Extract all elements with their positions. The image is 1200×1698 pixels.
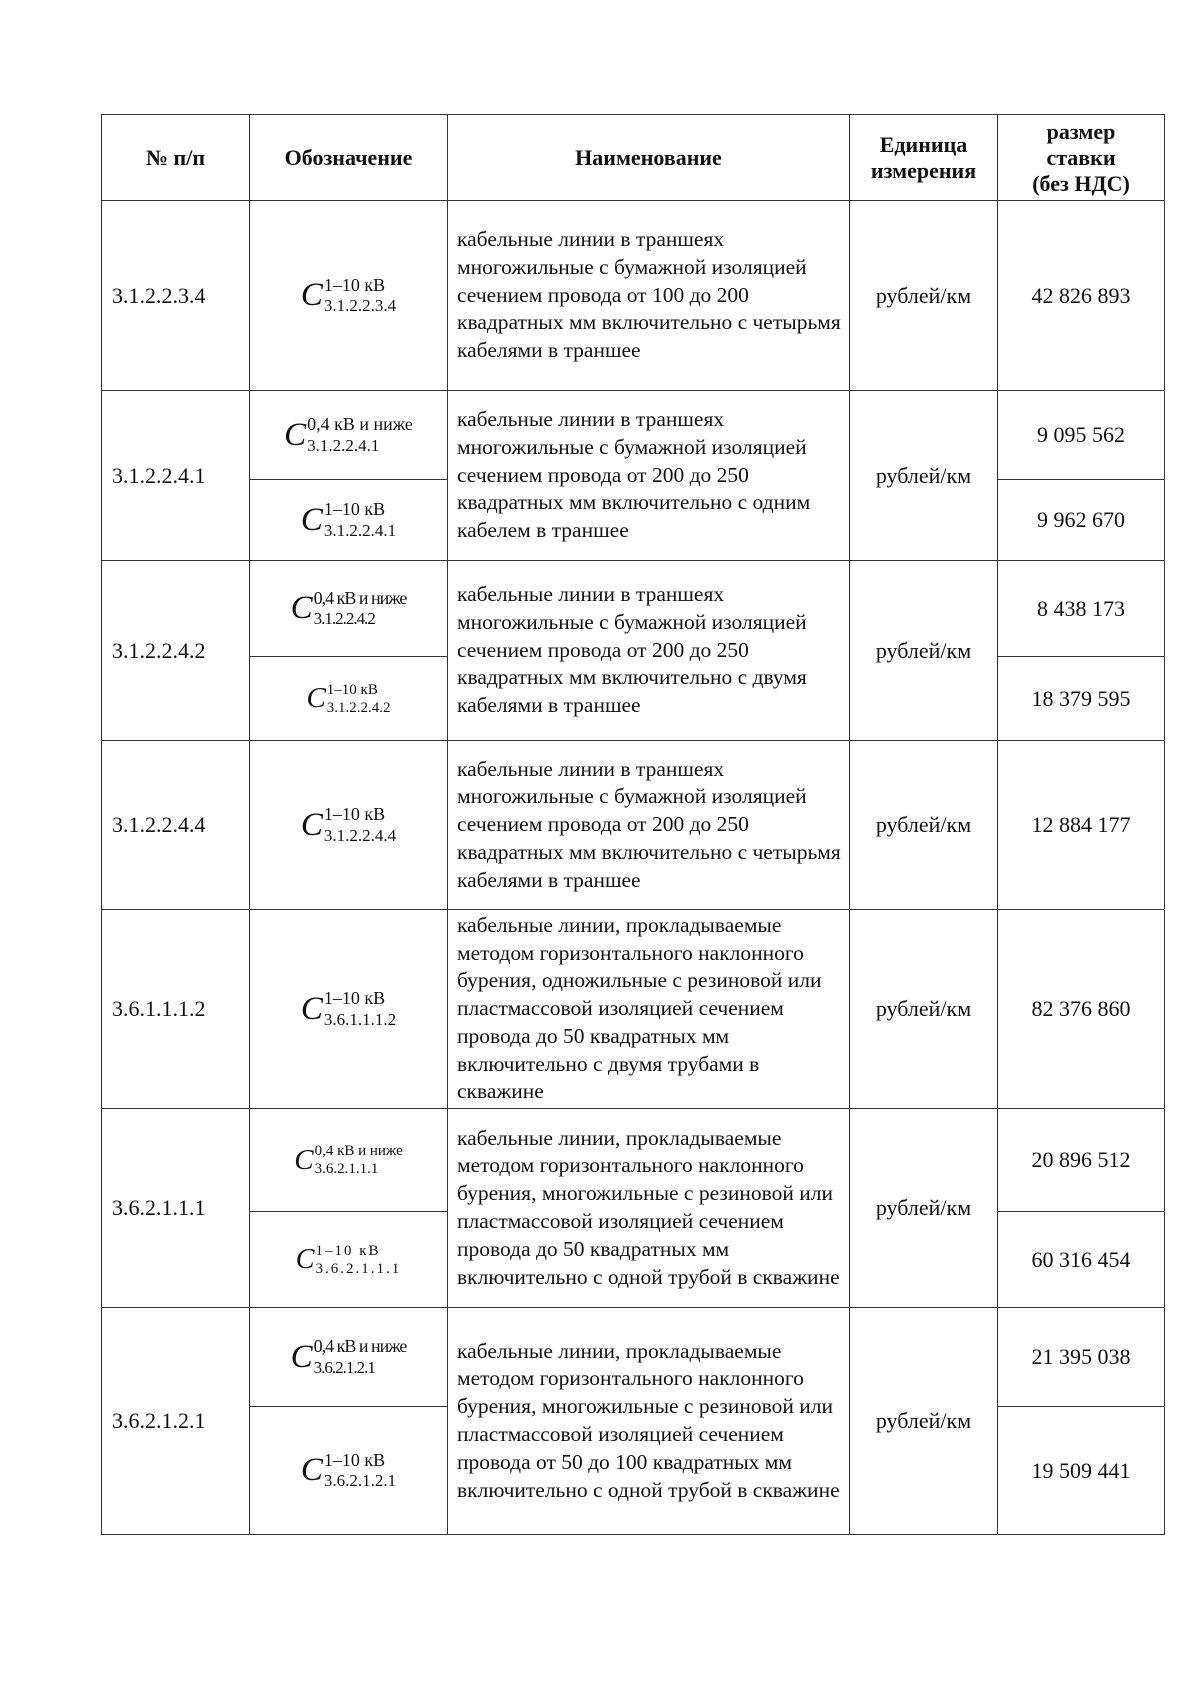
rate-symbol: [301, 499, 396, 541]
symbol-letter: C: [295, 1243, 315, 1275]
unit-cell: рублей/км: [850, 910, 998, 1109]
header-rate-line3: (без НДС): [1032, 170, 1130, 196]
unit-cell: рублей/км: [850, 741, 998, 910]
header-rate-line2: ставки: [1046, 144, 1116, 170]
table-row: [102, 741, 1165, 910]
designation-cell: [250, 561, 448, 657]
unit-cell: рублей/км: [850, 1109, 998, 1308]
symbol-index: 3.1.2.2.4.1: [307, 435, 380, 455]
symbol-letter: C: [306, 682, 326, 714]
designation-cell: [250, 657, 448, 741]
symbol-letter: C: [294, 1143, 314, 1176]
symbol-index: 3.6.2.1.1.1: [314, 1161, 379, 1177]
rate-symbol: [294, 1142, 403, 1178]
rate-value: 20 896 512: [998, 1109, 1165, 1212]
symbol-index: 3.1.2.2.4.1: [323, 520, 397, 540]
row-number: 3.6.2.1.2.1: [102, 1308, 250, 1535]
row-number: 3.1.2.2.4.4: [102, 741, 250, 910]
row-number: 3.1.2.2.3.4: [102, 201, 250, 391]
rates-table: [101, 114, 1165, 1535]
symbol-voltage: 0,4 кВ и ниже: [313, 587, 407, 608]
description-cell: кабельные линии в траншеях многожильные с бумажной изоляцией сечением провода от 200 до 250 квадратных мм включительно с двумя кабелями в траншее: [448, 561, 850, 741]
designation-cell: [250, 741, 448, 910]
symbol-index: 3.1.2.2.4.2: [313, 609, 375, 629]
symbol-index: 3.6.2.1.1.1: [315, 1260, 402, 1277]
symbol-voltage: 1–10 кВ: [323, 988, 386, 1008]
rate-value: 19 509 441: [998, 1407, 1165, 1535]
row-number: 3.6.2.1.1.1: [102, 1109, 250, 1308]
unit-cell: рублей/км: [850, 1308, 998, 1535]
symbol-voltage: 1–10 кВ: [323, 804, 386, 824]
rate-symbol: [301, 804, 396, 846]
rate-value: 9 962 670: [998, 480, 1165, 561]
rate-symbol: [291, 588, 407, 630]
table-row: [102, 561, 1165, 657]
unit-cell: рублей/км: [850, 201, 998, 391]
header-name: Наименование: [448, 115, 850, 201]
table-row: [102, 910, 1165, 1109]
rate-value: 21 395 038: [998, 1308, 1165, 1407]
symbol-letter: C: [300, 501, 323, 538]
header-unit: [850, 115, 998, 201]
rate-symbol: [284, 414, 413, 456]
rate-symbol: [291, 1336, 407, 1378]
table-row: [102, 1308, 1165, 1407]
designation-cell: [250, 201, 448, 391]
designation-cell: [250, 1109, 448, 1212]
symbol-letter: C: [300, 277, 323, 313]
rate-value: 8 438 173: [998, 561, 1165, 657]
symbol-letter: C: [290, 590, 313, 626]
designation-cell: [250, 910, 448, 1109]
designation-cell: [250, 1212, 448, 1308]
symbol-voltage: 1–10 кВ: [323, 1449, 386, 1470]
header-rate: [998, 115, 1165, 201]
rate-value: 82 376 860: [998, 910, 1165, 1109]
symbol-voltage: 0,4 кВ и ниже: [314, 1143, 403, 1159]
header-designation: Обозначение: [250, 115, 448, 201]
symbol-index: 3.1.2.2.4.2: [326, 699, 391, 716]
symbol-letter: C: [300, 806, 323, 843]
description-cell: кабельные линии в траншеях многожильные с бумажной изоляцией сечением провода от 100 до 200 квадратных мм включительно с четырьмя кабелями в траншее: [448, 201, 850, 391]
row-number: 3.1.2.2.4.2: [102, 561, 250, 741]
rate-value: 12 884 177: [998, 741, 1165, 910]
header-unit-line2: измерения: [870, 157, 977, 183]
symbol-index: 3.6.1.1.1.2: [323, 1009, 397, 1029]
symbol-voltage: 0,4 кВ и ниже: [313, 1336, 407, 1356]
symbol-letter: C: [290, 1338, 313, 1375]
table-row: [102, 391, 1165, 480]
rate-symbol: [306, 681, 390, 717]
rate-symbol: [301, 1450, 396, 1492]
description-cell: кабельные линии, прокладываемые методом горизонтального наклонного бурения, одножильные с резиновой или пластмассовой изоляцией сечением провода до 50 квадратных мм включительно с двумя трубами в скважине: [448, 910, 850, 1109]
symbol-letter: C: [300, 990, 323, 1027]
symbol-letter: C: [300, 1452, 323, 1488]
rate-symbol: [301, 275, 396, 317]
description-cell: кабельные линии в траншеях многожильные с бумажной изоляцией сечением провода от 200 до 250 квадратных мм включительно с четырьмя кабелями в траншее: [448, 741, 850, 910]
rate-value: 60 316 454: [998, 1212, 1165, 1308]
unit-cell: рублей/км: [850, 561, 998, 741]
symbol-index: 3.1.2.2.3.4: [323, 296, 397, 316]
description-cell: кабельные линии, прокладываемые методом горизонтального наклонного бурения, многожильные с резиновой или пластмассовой изоляцией сечением провода от 50 до 100 квадратных мм включительно с одной трубой в скважине: [448, 1308, 850, 1535]
designation-cell: [250, 480, 448, 561]
symbol-voltage: 0,4 кВ и ниже: [307, 414, 413, 434]
table-row: [102, 201, 1165, 391]
rate-symbol: [296, 1242, 401, 1278]
rate-value: 42 826 893: [998, 201, 1165, 391]
rate-symbol: [301, 988, 396, 1030]
symbol-voltage: 1–10 кВ: [326, 681, 378, 698]
header-rate-line1: размер: [1046, 118, 1116, 144]
header-unit-line1: Единица: [879, 131, 968, 157]
symbol-letter: C: [284, 416, 307, 453]
symbol-voltage: 1–10 кВ: [323, 499, 386, 519]
rate-value: 9 095 562: [998, 391, 1165, 480]
description-cell: кабельные линии в траншеях многожильные с бумажной изоляцией сечением провода от 200 до 250 квадратных мм включительно с одним кабелем в траншее: [448, 391, 850, 561]
header-num: № п/п: [102, 115, 250, 201]
symbol-index: 3.6.2.1.2.1: [323, 1471, 397, 1491]
rate-value: 18 379 595: [998, 657, 1165, 741]
designation-cell: [250, 391, 448, 480]
row-number: 3.1.2.2.4.1: [102, 391, 250, 561]
symbol-voltage: 1–10 кВ: [315, 1242, 381, 1259]
designation-cell: [250, 1308, 448, 1407]
symbol-index: 3.6.2.1.2.1: [313, 1357, 375, 1377]
row-number: 3.6.1.1.1.2: [102, 910, 250, 1109]
header-row: [102, 115, 1165, 201]
symbol-voltage: 1–10 кВ: [323, 274, 386, 295]
table-row: [102, 1109, 1165, 1212]
description-cell: кабельные линии, прокладываемые методом горизонтального наклонного бурения, многожильные с резиновой или пластмассовой изоляцией сечением провода до 50 квадратных мм включительно с одной трубой в скважине: [448, 1109, 850, 1308]
unit-cell: рублей/км: [850, 391, 998, 561]
designation-cell: [250, 1407, 448, 1535]
symbol-index: 3.1.2.2.4.4: [323, 825, 397, 845]
